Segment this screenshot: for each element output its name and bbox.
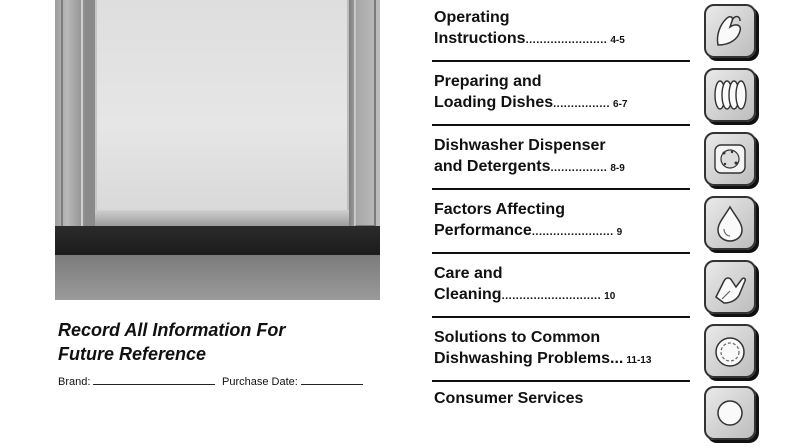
cabinet-left: [55, 0, 85, 255]
toc-page-number: 6-7: [613, 99, 628, 110]
consumer-services-icon: [704, 386, 756, 440]
toc-page-number: 8-9: [610, 163, 625, 174]
dishwasher-photo: [55, 0, 380, 300]
purchase-date-blank-line[interactable]: [301, 375, 363, 385]
toc-divider: [432, 252, 690, 254]
toc-title-line2: Loading Dishes: [434, 94, 554, 111]
toc-entry-care-cleaning[interactable]: [432, 256, 800, 320]
brand-label: Brand:: [58, 376, 91, 388]
toc-title-line1: Consumer Services: [434, 390, 584, 407]
door-bottom-edge: [95, 210, 349, 226]
toc-title-line1: Operating: [434, 9, 510, 26]
toc-title-line2: Dishwashing Problems...: [434, 350, 624, 367]
toc-page-number: 11-13: [626, 355, 652, 366]
toc-divider: [432, 188, 690, 190]
brand-field[interactable]: [58, 375, 215, 388]
toc-entry-dispenser-detergents[interactable]: [432, 128, 800, 192]
toc-page-number: 10: [604, 291, 616, 302]
record-title-line1: Record All Information For: [58, 320, 286, 340]
toc-title-line1: Preparing and: [434, 73, 542, 90]
toc-divider: [432, 124, 690, 126]
toc-dot-leader: ................: [553, 98, 611, 110]
table-of-contents: [432, 0, 800, 407]
record-title-line2: Future Reference: [58, 344, 207, 364]
toc-title-line1: Dishwasher Dispenser: [434, 137, 606, 154]
toc-dot-leader: .......................: [531, 226, 614, 238]
toc-entry-consumer-services[interactable]: [432, 384, 800, 448]
toc-entry-operating-instructions[interactable]: [432, 0, 800, 64]
toc-dot-leader: .......................: [525, 34, 608, 46]
toc-entry-solutions-problems[interactable]: [432, 320, 800, 384]
toc-title-line1: Solutions to Common: [434, 329, 601, 346]
toc-title-line2: Cleaning: [434, 286, 502, 303]
toe-kick: [55, 226, 380, 258]
purchase-date-label: Purchase Date:: [222, 376, 298, 388]
toc-page-number: 4-5: [610, 35, 625, 46]
cleaning-glove-icon: [704, 260, 756, 314]
brand-blank-line[interactable]: [93, 375, 215, 385]
toc-entry-preparing-loading[interactable]: [432, 64, 800, 128]
cabinet-right: [348, 0, 380, 255]
toc-title-line2: Performance: [434, 222, 532, 239]
dish-rack-icon: [704, 68, 756, 122]
water-drop-icon: [704, 196, 756, 250]
toc-divider: [432, 60, 690, 62]
floor: [55, 255, 380, 300]
toc-page-number: 9: [616, 227, 623, 238]
record-info-heading: [58, 318, 378, 366]
toc-dot-leader: ............................: [501, 290, 602, 302]
toc-divider: [432, 316, 690, 318]
toc-title-line1: Factors Affecting: [434, 201, 565, 218]
toc-title-line1: Care and: [434, 265, 503, 282]
purchase-date-field[interactable]: [222, 375, 363, 388]
toc-entry-factors-performance[interactable]: [432, 192, 800, 256]
toc-divider: [432, 380, 690, 382]
detergent-dispenser-icon: [704, 132, 756, 186]
hand-touch-icon: [704, 4, 756, 58]
toc-dot-leader: ................: [550, 162, 608, 174]
dishwasher-door: [95, 0, 349, 210]
toc-title-line2: Instructions: [434, 30, 526, 47]
toc-title-line2: and Detergents: [434, 158, 551, 175]
plate-icon: [704, 324, 756, 378]
